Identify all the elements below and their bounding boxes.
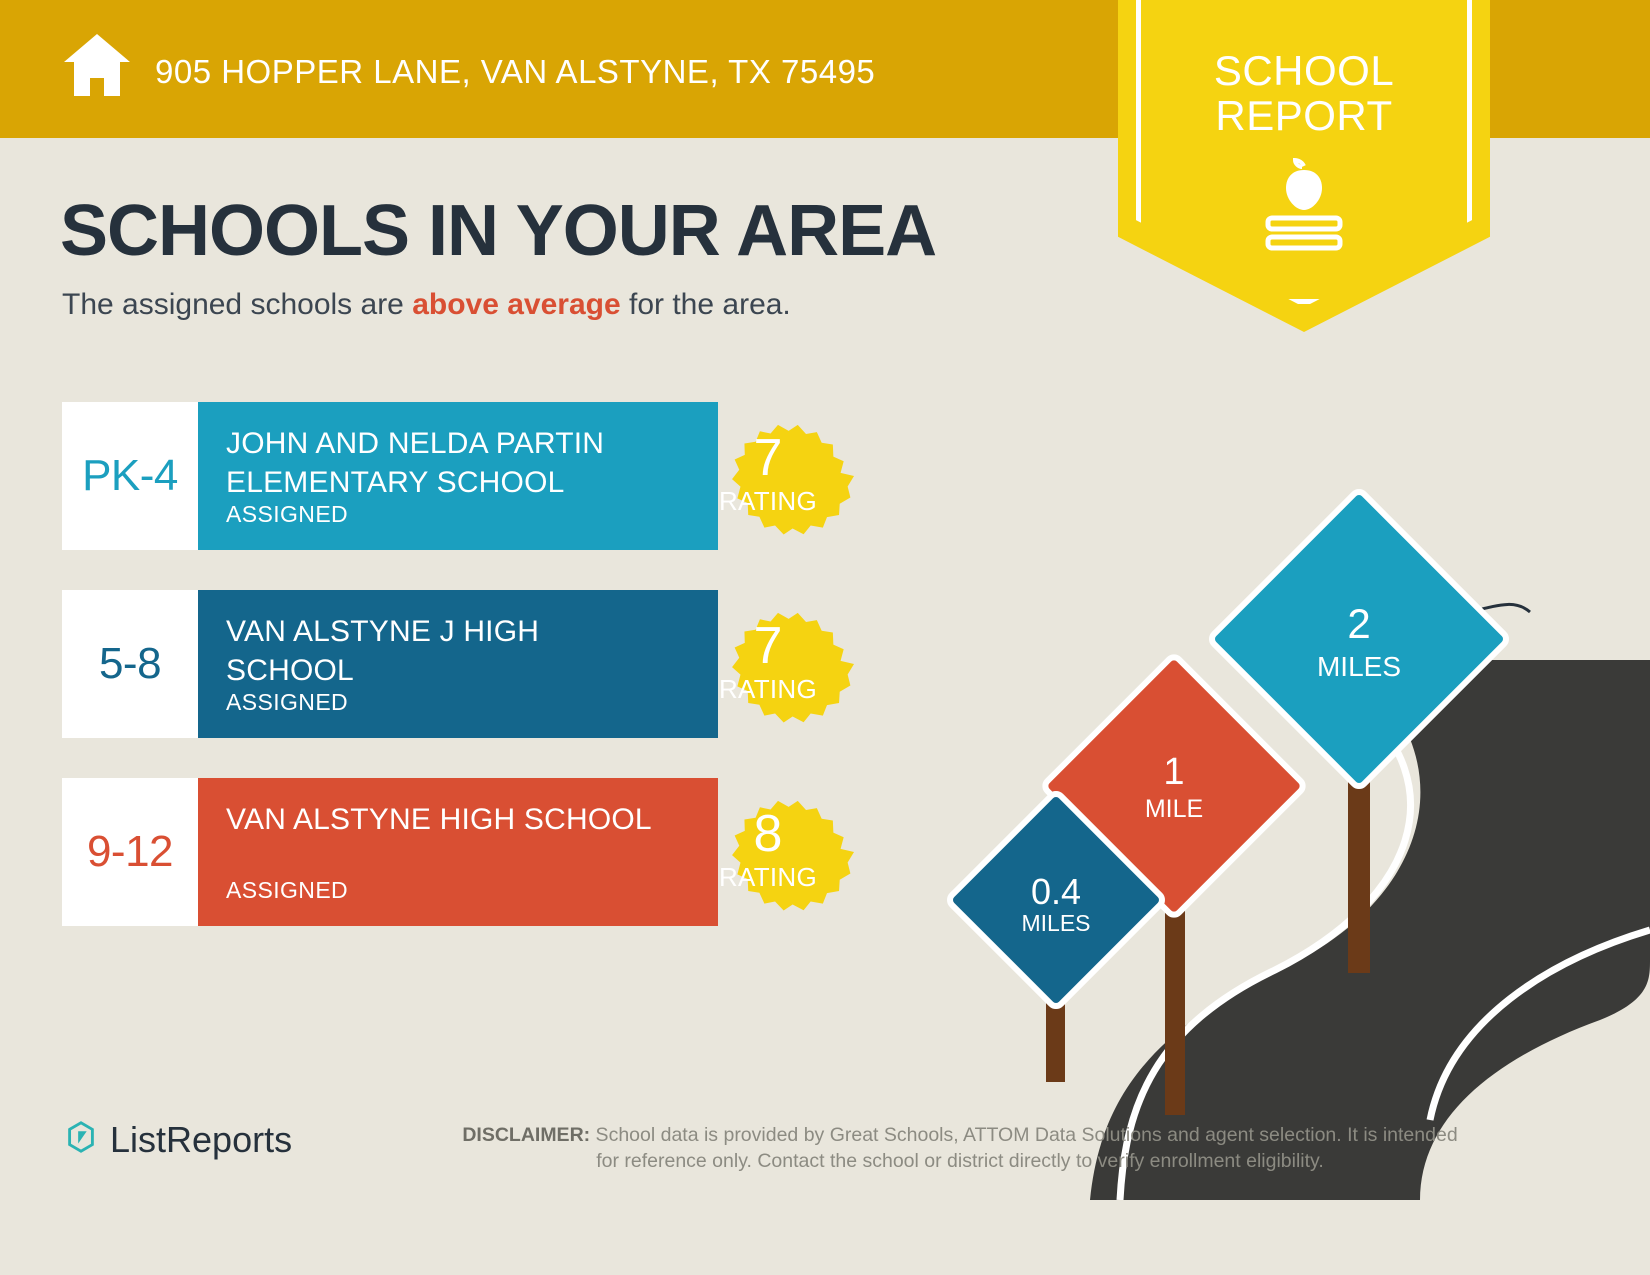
school-rating-badge	[682, 390, 854, 562]
school-rating-label: RATING	[718, 862, 818, 892]
distance-unit: MILE	[1144, 795, 1204, 823]
distance-unit: MILES	[1021, 910, 1091, 936]
school-report-badge-title	[1136, 48, 1472, 138]
school-info-bar	[198, 402, 718, 550]
school-list-item[interactable]	[62, 590, 818, 738]
page-title: SCHOOLS IN YOUR AREA	[60, 191, 937, 271]
school-rating-value: 7	[753, 429, 783, 487]
apple-on-books-icon	[1248, 158, 1360, 258]
distance-value: 2	[1347, 600, 1371, 647]
school-rating-badge	[682, 578, 854, 750]
disclaimer-text: School data is provided by Great Schools, ATTOM Data Solutions and agent selection. It is intended for reference only. Contact the school or district directly to verify enrollment eligibility.	[590, 1124, 1458, 1172]
subtitle-highlight: above average	[412, 288, 621, 321]
page-subtitle	[62, 288, 791, 322]
listreports-logo[interactable]	[62, 1118, 292, 1161]
distance-sign[interactable]	[976, 820, 1136, 980]
distance-sign[interactable]	[1250, 530, 1468, 748]
school-name: VAN ALSTYNE HIGH SCHOOL	[226, 803, 652, 836]
school-assigned-status: ASSIGNED	[226, 877, 349, 903]
home-icon	[58, 30, 136, 102]
disclaimer-label: DISCLAIMER:	[462, 1124, 591, 1146]
school-assigned-status: ASSIGNED	[226, 689, 349, 715]
grade-range-box	[62, 778, 198, 926]
grade-range-box	[62, 402, 198, 550]
badge-title-line1: SCHOOL	[1213, 47, 1395, 94]
property-address: 905 HOPPER LANE, VAN ALSTYNE, TX 75495	[155, 53, 876, 90]
distance-unit: MILES	[1316, 651, 1402, 682]
road-illustration	[950, 500, 1650, 1200]
distance-value: 1	[1163, 751, 1185, 793]
grade-range-label: 9-12	[86, 827, 174, 876]
distance-value: 0.4	[1030, 871, 1082, 912]
school-name: VAN ALSTYNE J HIGH SCHOOL	[226, 615, 540, 687]
school-rating-badge	[682, 766, 854, 938]
badge-title-line2: REPORT	[1215, 92, 1393, 139]
school-rating-value: 7	[753, 617, 783, 675]
sign-post	[1348, 758, 1370, 973]
listreports-logo-icon	[62, 1118, 100, 1161]
school-assigned-status: ASSIGNED	[226, 501, 349, 527]
school-info-bar	[198, 590, 718, 738]
subtitle-after: for the area.	[620, 288, 791, 321]
listreports-logo-text: ListReports	[110, 1118, 293, 1160]
school-rating-label: RATING	[718, 486, 818, 516]
school-name: JOHN AND NELDA PARTIN ELEMENTARY SCHOOL	[226, 427, 605, 499]
school-info-bar	[198, 778, 718, 926]
school-list-item[interactable]	[62, 402, 818, 550]
school-rating-value: 8	[753, 805, 783, 863]
grade-range-label: PK-4	[82, 451, 178, 500]
subtitle-before: The assigned schools are	[62, 288, 413, 321]
school-list-item[interactable]	[62, 778, 818, 926]
school-rating-label: RATING	[718, 674, 818, 704]
grade-range-box	[62, 590, 198, 738]
disclaimer	[455, 1122, 1465, 1174]
grade-range-label: 5-8	[98, 639, 162, 688]
